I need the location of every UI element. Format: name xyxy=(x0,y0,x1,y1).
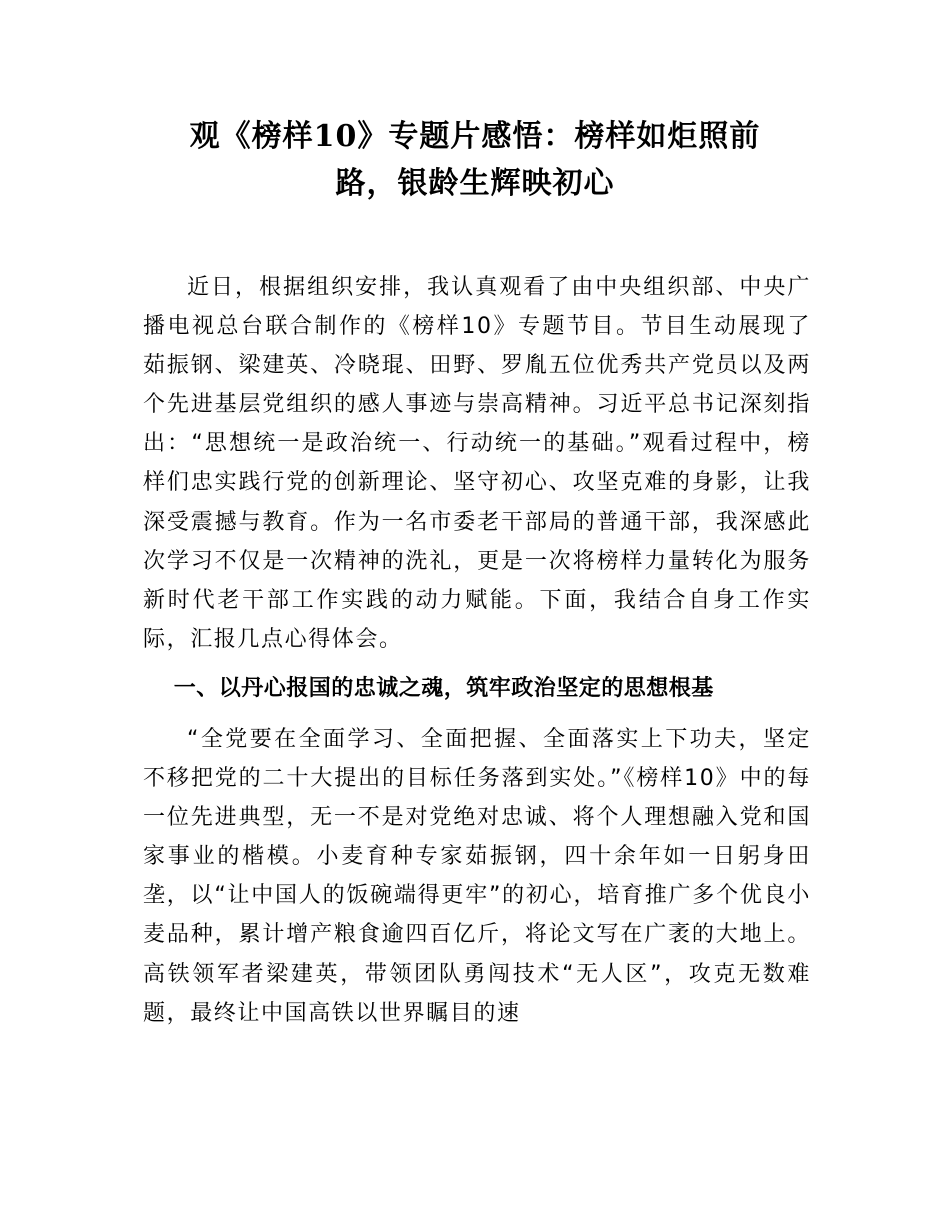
title-line-2: 路，银龄生辉映初心 xyxy=(335,166,615,201)
intro-paragraph: 近日，根据组织安排，我认真观看了由中央组织部、中央广播电视总台联合制作的《榜样10》专题节目。节目生动展现了茹振钢、梁建英、冷晓琨、田野、罗胤五位优秀共产党员以及两个先进基层党组织的感人事迹与崇高精神。习近平总书记深刻指出：“思想统一是政治统一、行动统一的基础。”观看过程中，榜样们忠实践行党的创新理论、坚守初心、攻坚克难的身影，让我深受震撼与教育。作为一名市委老干部局的普通干部，我深感此次学习不仅是一次精神的洗礼，更是一次将榜样力量转化为服务新时代老干部工作实践的动力赋能。下面，我结合自身工作实际，汇报几点心得体会。 xyxy=(143,275,811,652)
section-1-paragraph: “全党要在全面学习、全面把握、全面落实上下功夫，坚定不移把党的二十大提出的目标任务落到实处。”《榜样10》中的每一位先进典型，无一不是对党绝对忠诚、将个人理想融入党和国家事业的楷模。小麦育种专家茹振钢，四十余年如一日躬身田垄，以“让中国人的饭碗端得更牢”的初心，培育推广多个优良小麦品种，累计增产粮食逾四百亿斤，将论文写在广袤的大地上。高铁领军者梁建英，带领团队勇闯技术“无人区”，攻克无数难题，最终让中国高铁以世界瞩目的速 xyxy=(143,726,811,1026)
section-heading-1: 一、以丹心报国的忠诚之魂，筑牢政治坚定的思想根基 xyxy=(173,675,714,701)
title-line-1: 观《榜样10》专题片感悟：榜样如炬照前 xyxy=(189,119,761,154)
document-body xyxy=(143,268,811,1033)
document-title xyxy=(120,113,830,207)
